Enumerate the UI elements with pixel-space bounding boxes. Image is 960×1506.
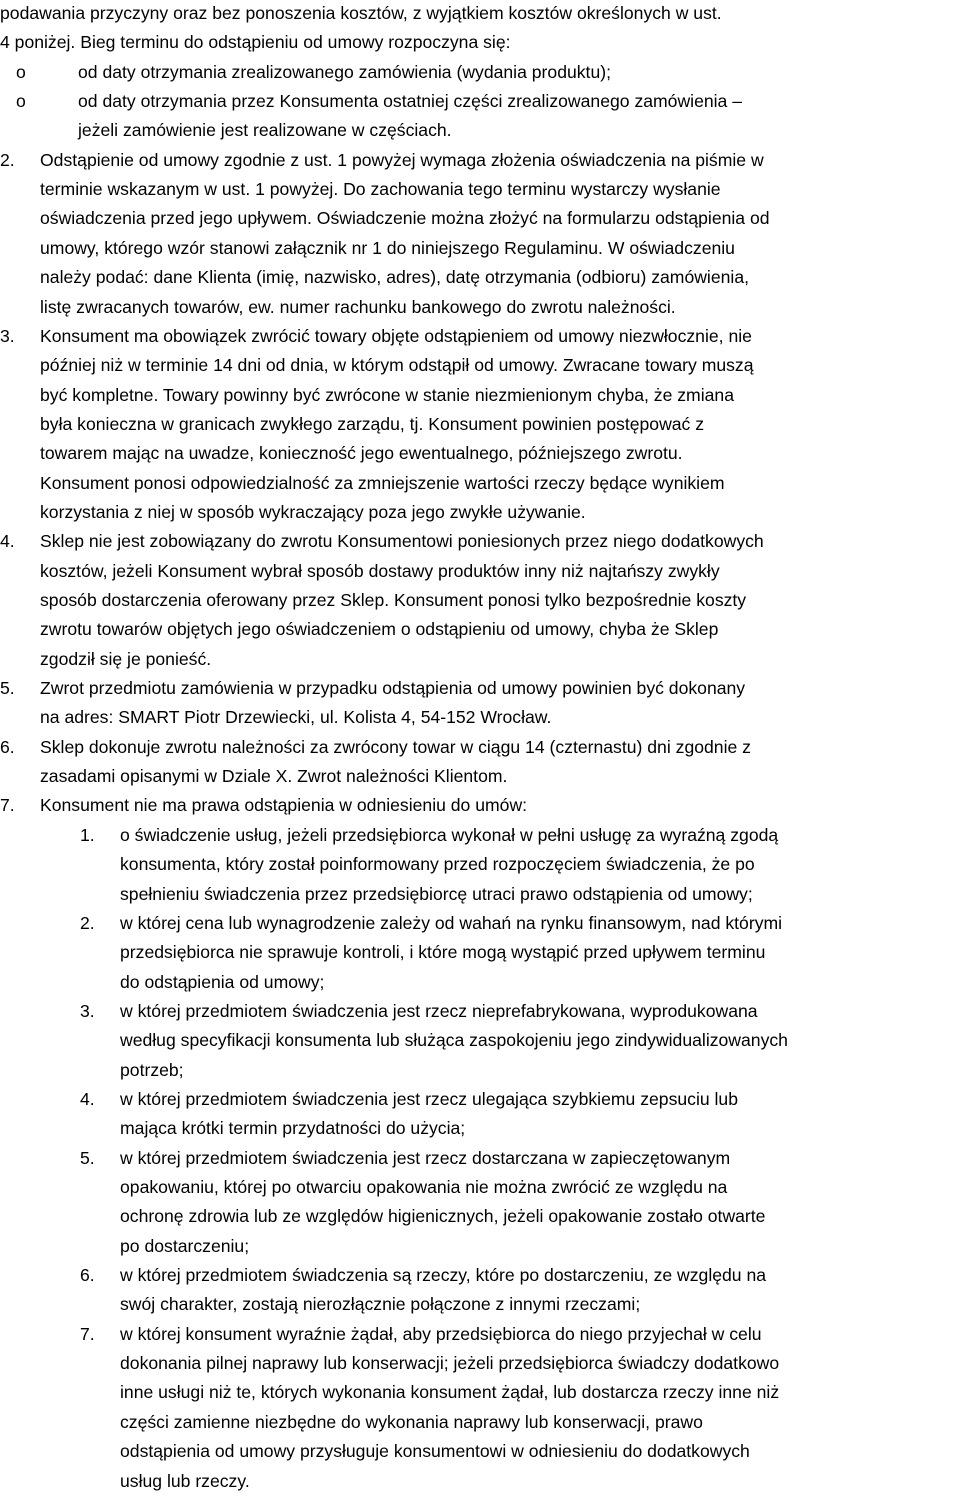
sublist-item-line: do odstąpienia od umowy; xyxy=(120,971,325,992)
sublist-item-line: po dostarczeniu; xyxy=(120,1235,250,1256)
bullet-marker: o xyxy=(16,61,26,82)
list-item-line: Zwrot przedmiotu zamówienia w przypadku odstąpienia od umowy powinien być dokonany xyxy=(40,678,746,699)
bullet-marker: o xyxy=(16,91,26,112)
list-item-line: na adres: SMART Piotr Drzewiecki, ul. Kolista 4, 54-152 Wrocław. xyxy=(40,707,552,728)
sublist-item-line: w której przedmiotem świadczenia są rzeczy, które po dostarczeniu, ze względu na xyxy=(120,1265,767,1286)
intro-line: 4 poniżej. Bieg terminu do odstąpieniu od umowy rozpoczyna się: xyxy=(0,32,511,53)
list-item-number: 2. xyxy=(0,149,15,170)
list-item-line: później niż w terminie 14 dni od dnia, w którym odstąpił od umowy. Zwracane towary muszą xyxy=(40,355,754,376)
sublist-item-line: opakowaniu, której po otwarciu opakowania nie można zwrócić ze względu na xyxy=(120,1177,728,1197)
sublist-item-number: 4. xyxy=(80,1088,95,1109)
sublist-item-line: dokonania pilnej naprawy lub konserwacji; jeżeli przedsiębiorca świadczy dodatkowo xyxy=(120,1353,780,1374)
list-item-number: 3. xyxy=(0,325,15,346)
sublist-item-number: 2. xyxy=(80,912,95,933)
list-item-line: zgodził się je ponieść. xyxy=(40,648,212,669)
list-item-line: Konsument ponosi odpowiedzialność za zmniejszenie wartości rzeczy będące wynikiem xyxy=(40,472,725,493)
list-item-line: Sklep dokonuje zwrotu należności za zwrócony towar w ciągu 14 (czternastu) dni zgodnie z xyxy=(40,736,751,757)
sublist-item-number: 6. xyxy=(80,1265,95,1286)
list-item-line: Sklep nie jest zobowiązany do zwrotu Konsumentowi poniesionych przez niego dodatkowych xyxy=(40,531,764,552)
intro-line: podawania przyczyny oraz bez ponoszenia kosztów, z wyjątkiem kosztów określonych w ust. xyxy=(0,3,722,23)
list-item-number: 5. xyxy=(0,678,15,699)
list-item-line: Konsument nie ma prawa odstąpienia w odniesieniu do umów: xyxy=(40,795,528,816)
list-item-number: 6. xyxy=(0,736,15,757)
sublist-item-line: mająca krótki termin przydatności do użycia; xyxy=(120,1118,466,1139)
list-item-line: oświadczenia przed jego upływem. Oświadczenie można złożyć na formularzu odstąpienia od xyxy=(40,208,770,229)
sublist-item-line: usług lub rzeczy. xyxy=(120,1470,250,1491)
list-item-line: sposób dostarczenia oferowany przez Sklep. Konsument ponosi tylko bezpośrednie koszty xyxy=(40,590,747,610)
sublist-item-line: odstąpienia od umowy przysługuje konsumentowi w odniesieniu do dodatkowych xyxy=(120,1441,750,1462)
list-item-line: zasadami opisanymi w Dziale X. Zwrot należności Klientom. xyxy=(40,766,508,787)
sublist-item-line: w której konsument wyraźnie żądał, aby przedsiębiorca do niego przyjechał w celu xyxy=(120,1323,762,1344)
sublist-item-line: swój charakter, zostają nierozłącznie połączone z innymi rzeczami; xyxy=(120,1294,641,1315)
list-item-line: Konsument ma obowiązek zwrócić towary objęte odstąpieniem od umowy niezwłocznie, nie xyxy=(40,325,752,346)
sublist-item-line: inne usługi niż te, których wykonania konsument żądał, lub dostarcza rzeczy inne niż xyxy=(120,1382,780,1403)
sublist-item-line: w której przedmiotem świadczenia jest rzecz dostarczana w zapieczętowanym xyxy=(120,1147,731,1168)
list-item-number: 4. xyxy=(0,531,15,552)
sublist-item-number: 1. xyxy=(80,824,95,845)
sublist-item-number: 5. xyxy=(80,1147,95,1168)
sublist-item-line: o świadczenie usług, jeżeli przedsiębiorca wykonał w pełni usługę za wyraźną zgodą xyxy=(120,824,779,845)
list-item-line: należy podać: dane Klienta (imię, nazwisko, adres), datę otrzymania (odbioru) zamówienia, xyxy=(40,267,749,288)
sublist-item-line: według specyfikacji konsumenta lub służąca zaspokojeniu jego zindywidualizowanych xyxy=(120,1030,788,1051)
sublist-item-line: ochronę zdrowia lub ze względów higienicznych, jeżeli opakowanie zostało otwarte xyxy=(120,1206,766,1227)
bullet-item-line: od daty otrzymania przez Konsumenta ostatniej części zrealizowanego zamówienia – xyxy=(78,91,743,112)
sublist-item-line: w której przedmiotem świadczenia jest rzecz nieprefabrykowana, wyprodukowana xyxy=(120,1000,758,1021)
list-item-line: kosztów, jeżeli Konsument wybrał sposób dostawy produktów inny niż najtańszy zwykły xyxy=(40,560,720,581)
list-item-line: zwrotu towarów objętych jego oświadczeniem o odstąpieniu od umowy, chyba że Sklep xyxy=(40,619,719,640)
list-item-line: terminie wskazanym w ust. 1 powyżej. Do zachowania tego terminu wystarczy wysłanie xyxy=(40,179,721,200)
sublist-item-line: przedsiębiorca nie sprawuje kontroli, i które mogą wystąpić przed upływem terminu xyxy=(120,942,766,963)
sublist-item-number: 3. xyxy=(80,1000,95,1021)
bullet-item-line: od daty otrzymania zrealizowanego zamówienia (wydania produktu); xyxy=(78,61,611,82)
list-item-number: 7. xyxy=(0,795,15,816)
list-item-line: być kompletne. Towary powinny być zwrócone w stanie niezmienionym chyba, że zmiana xyxy=(40,384,734,405)
sublist-item-line: spełnieniu świadczenia przez przedsiębiorcę utraci prawo odstąpienia od umowy; xyxy=(120,883,753,904)
list-item-line: listę zwracanych towarów, ew. numer rachunku bankowego do zwrotu należności. xyxy=(40,296,676,317)
sublist-item-line: w której cena lub wynagrodzenie zależy od wahań na rynku finansowym, nad którymi xyxy=(120,912,783,933)
list-item-line: Odstąpienie od umowy zgodnie z ust. 1 powyżej wymaga złożenia oświadczenia na piśmie w xyxy=(40,149,764,170)
bullet-item-line: jeżeli zamówienie jest realizowane w częściach. xyxy=(78,120,452,141)
sublist-item-line: potrzeb; xyxy=(120,1059,184,1080)
sublist-item-line: konsumenta, który został poinformowany przed rozpoczęciem świadczenia, że po xyxy=(120,854,755,875)
sublist-item-line: części zamienne niezbędne do wykonania naprawy lub konserwacji, prawo xyxy=(120,1411,703,1432)
list-item-line: korzystania z niej w sposób wykraczający poza jego zwykłe używanie. xyxy=(40,501,586,522)
list-item-line: towarem mając na uwadze, konieczność jego ewentualnego, późniejszego zwrotu. xyxy=(40,443,683,464)
list-item-line: umowy, którego wzór stanowi załącznik nr 1 do niniejszego Regulaminu. W oświadczeniu xyxy=(40,237,735,258)
sublist-item-number: 7. xyxy=(80,1323,95,1344)
sublist-item-line: w której przedmiotem świadczenia jest rzecz ulegająca szybkiemu zepsuciu lub xyxy=(120,1088,739,1109)
list-item-line: była konieczna w granicach zwykłego zarządu, tj. Konsument powinien postępować z xyxy=(40,413,705,434)
